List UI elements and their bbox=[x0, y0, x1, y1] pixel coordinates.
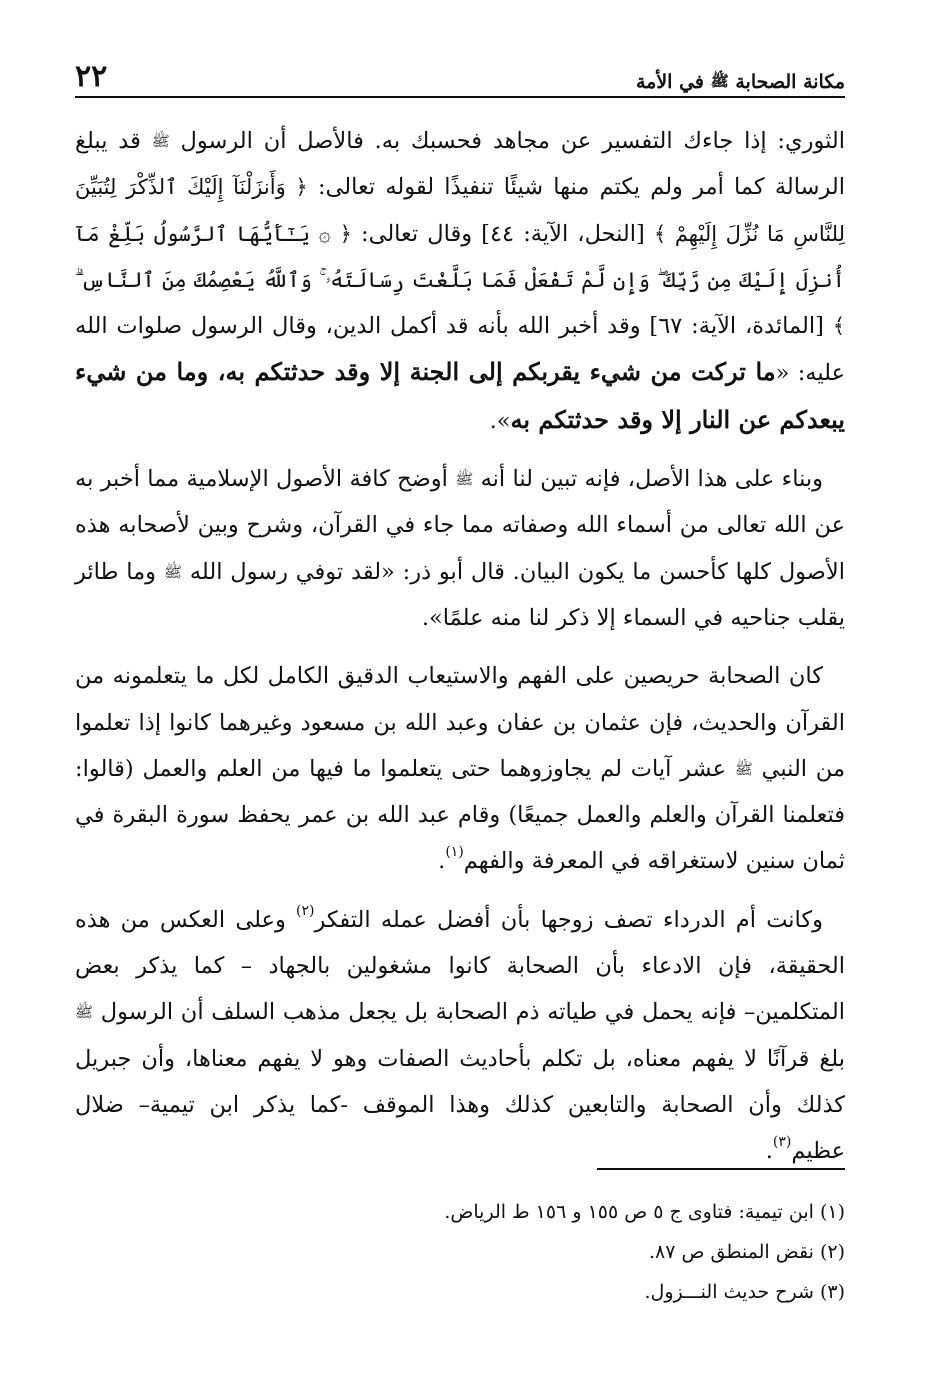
text-run: بلغ قرآنًا لا يفهم معناه، بل تكلم بأحاديث الصفات وهو لا يفهم معناها، وأن جبريل كذلك وأن الصحابة والتابعين كذلك وهذا الموقف -كما يذكر ابن تيمية– ضلال عظيم bbox=[75, 1045, 845, 1165]
text-run: أوضح كافة الأصول الإسلامية مما أخبر به عن الله تعالى من أسماء الله وصفاته مما جاء في القرآن، وشرح وبين لأصحابه هذه الأصول كلها كأحسن ما يكون البيان. قال أبو ذر: «لقد توفي رسول الله bbox=[75, 466, 845, 585]
text-run: كان الصحابة حريصين على الفهم والاستيعاب الدقيق الكامل لكل ما يتعلمونه من القرآن والحديث، فإن عثمان بن عفان وعبد الله بن مسعود وغيرهما كانوا إذا تعلموا من النبي bbox=[75, 663, 845, 782]
text-run: الثوري: إذا جاءك التفسير عن مجاهد فحسبك به. فالأصل أن الرسول bbox=[169, 128, 845, 154]
footnote-1: (١) ابن تيمية: فتاوى ج ٥ ص ١٥٥ و ١٥٦ ط الرياض. bbox=[444, 1201, 845, 1223]
text-run: عشر آيات لم يجاوزوهما حتى يتعلموا ما فيها من العلم والعمل (قالوا: فتعلمنا القرآن والعلم والعمل جميعًا) وقام عبد الله بن عمر يحفظ سورة البقرة في ثمان سنين لاستغراقه في المعرفة والفهم bbox=[75, 755, 845, 875]
text-run: ». bbox=[489, 407, 511, 434]
footnote-ref[interactable]: (١) bbox=[445, 844, 464, 861]
footnote-3: (٣) شرح حديث النـــزول. bbox=[644, 1281, 845, 1303]
paragraph-1 bbox=[75, 118, 845, 444]
footnote-separator bbox=[597, 1168, 845, 1170]
text-run: وبناء على هذا الأصل، فإنه تبين لنا أنه bbox=[473, 466, 823, 493]
footnote-ref[interactable]: (٣) bbox=[772, 1134, 792, 1151]
honorific-symbol: ﷺ bbox=[151, 132, 170, 150]
page-number: ٢٢ bbox=[75, 59, 108, 94]
page-header bbox=[75, 58, 845, 98]
honorific-symbol: ﷺ bbox=[734, 759, 753, 778]
running-title-end: في الأمة bbox=[635, 71, 704, 93]
quran-verse: ﴿ وَأَنزَلْنَآ إِلَيْكَ ٱلذِّكْرَ لِتُبَيِّنَ لِلنَّاسِ مَا نُزِّلَ إِلَيْهِمْ ﴾ bbox=[75, 175, 845, 246]
text-run: وما طائر يقلب جناحيه في السماء إلا ذكر لنا منه علمًا». bbox=[75, 558, 845, 631]
paragraph-4 bbox=[75, 897, 845, 1175]
text-run: وكانت أم الدرداء تصف زوجها بأن أفضل عمله التفكر bbox=[314, 906, 823, 933]
text-run: وعلى العكس من هذه الحقيقة، فإن الادعاء بأن الصحابة كانوا مشغولين بالجهاد – كما يذكر بعض المتكلمين– فإنه يحمل في طياته ذم الصحابة بل يجعل مذهب السلف أن الرسول bbox=[75, 906, 845, 1026]
honorific-symbol: ﷺ bbox=[163, 562, 182, 581]
running-title bbox=[636, 73, 845, 92]
honorific-symbol: ﷺ bbox=[455, 470, 474, 489]
text-run: قد يبلغ الرسالة كما أمر ولم يكتم منها شيئًا تنفيذًا لقوله تعالى: bbox=[75, 128, 845, 201]
paragraph-3 bbox=[75, 653, 845, 884]
footnote-2: (٢) نقض المنطق ص ٨٧. bbox=[648, 1241, 845, 1263]
paragraph-2 bbox=[75, 456, 845, 641]
quran-verse: ﴿ ۞ يَـٰٓأَيُّهَا ٱلرَّسُولُ بَلِّغْ مَآ أُنزِلَ إِلَيْكَ مِن رَّبِّكَ ۖ وَإِن لَّمْ تَفْعَلْ فَمَا بَلَّغْتَ رِسَالَتَهُۥ ۚ وَٱللَّهُ يَعْصِمُكَ مِنَ ٱلنَّاسِ ۗ ﴾ bbox=[75, 221, 845, 339]
text-run: . bbox=[765, 1138, 773, 1165]
main-text bbox=[75, 118, 845, 1187]
running-title-text: مكانة الصحابة bbox=[735, 71, 845, 93]
honorific-symbol: ﷺ bbox=[75, 1003, 94, 1022]
honorific-symbol: ﷺ bbox=[710, 72, 729, 90]
text-run: . bbox=[438, 848, 446, 875]
footnote-ref[interactable]: (٢) bbox=[296, 902, 315, 919]
text-run: [النحل، الآية: ٤٤] وقال تعالى: bbox=[351, 220, 654, 247]
hadith-quote: ما تركت من شيء يقربكم إلى الجنة إلا وقد حدثتكم به، وما من شيء يبعدكم عن النار إلا وقد حدثتكم به bbox=[75, 357, 845, 434]
footnotes bbox=[75, 1192, 845, 1312]
text-run: [المائدة، الآية: ٦٧] وقد أخبر الله بأنه قد أكمل الدين، وقال الرسول صلوات الله عليه: « bbox=[75, 313, 845, 387]
